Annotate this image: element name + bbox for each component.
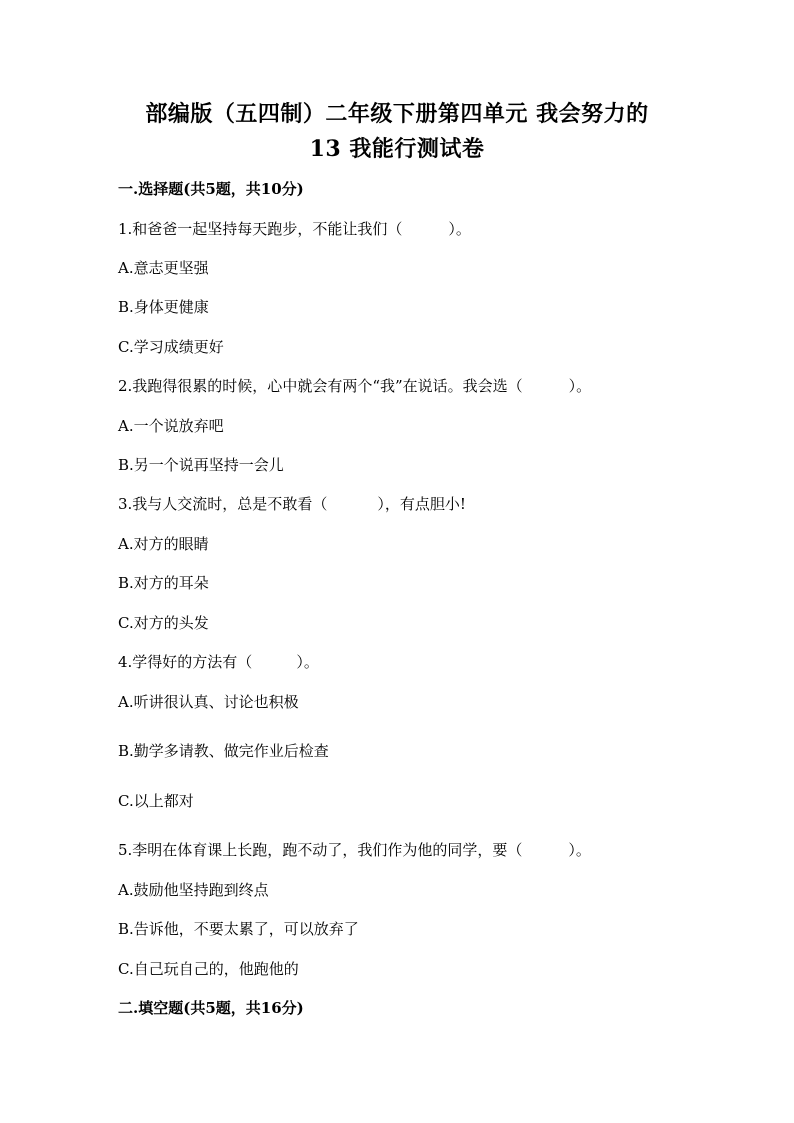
question-3-stem	[118, 493, 466, 514]
question-2-stem-after: ）。	[568, 377, 592, 395]
question-1-stem-after: ）。	[448, 220, 471, 238]
question-4-stem-after: ）。	[296, 653, 319, 671]
question-1-option-b: B.身体更健康	[118, 298, 209, 316]
question-2-stem	[118, 375, 591, 396]
question-4-stem	[118, 651, 319, 672]
section-heading-choice: 一.选择题(共5题，共10分)	[118, 180, 304, 198]
question-5-stem-before: 5.李明在体育课上长跑，跑不动了，我们作为他的同学，要（	[118, 841, 523, 859]
question-4-option-a: A.听讲很认真、讨论也积极	[118, 693, 299, 711]
question-2-stem-before: 2.我跑得很累的时候，心中就会有两个“我”在说话。我会选（	[118, 377, 523, 395]
question-3-option-c: C.对方的头发	[118, 614, 209, 632]
question-5-option-b: B.告诉他，不要太累了，可以放弃了	[118, 920, 359, 938]
question-4-stem-before: 4.学得好的方法有（	[118, 653, 253, 671]
question-5-stem-after: ）。	[568, 841, 591, 859]
question-2-option-a: A.一个说放弃吧	[118, 417, 224, 435]
page-title-line-1: 部编版（五四制）二年级下册第四单元 我会努力的	[145, 101, 649, 127]
section-heading-fill-in: 二.填空题(共5题，共16分)	[118, 999, 304, 1017]
question-1-stem-before: 1.和爸爸一起坚持每天跑步，不能让我们（	[118, 220, 403, 238]
question-3-option-b: B.对方的耳朵	[118, 574, 209, 592]
question-5-option-a: A.鼓励他坚持跑到终点	[118, 881, 269, 899]
question-5-option-c: C.自己玩自己的，他跑他的	[118, 960, 299, 978]
page-title-line-2: 13 我能行测试卷	[309, 136, 485, 162]
question-4-option-b: B.勤学多请教、做完作业后检查	[118, 742, 329, 760]
question-1-stem	[118, 218, 471, 239]
question-5-stem	[118, 839, 591, 860]
question-1-option-a: A.意志更坚强	[118, 259, 209, 277]
question-2-option-b: B.另一个说再坚持一会儿	[118, 456, 284, 474]
question-4-option-c: C.以上都对	[118, 792, 194, 810]
question-3-stem-after: ），有点胆小!	[377, 495, 466, 513]
question-3-stem-before: 3.我与人交流时，总是不敢看（	[118, 495, 328, 513]
question-3-option-a: A.对方的眼睛	[118, 535, 209, 553]
question-1-option-c: C.学习成绩更好	[118, 338, 224, 356]
